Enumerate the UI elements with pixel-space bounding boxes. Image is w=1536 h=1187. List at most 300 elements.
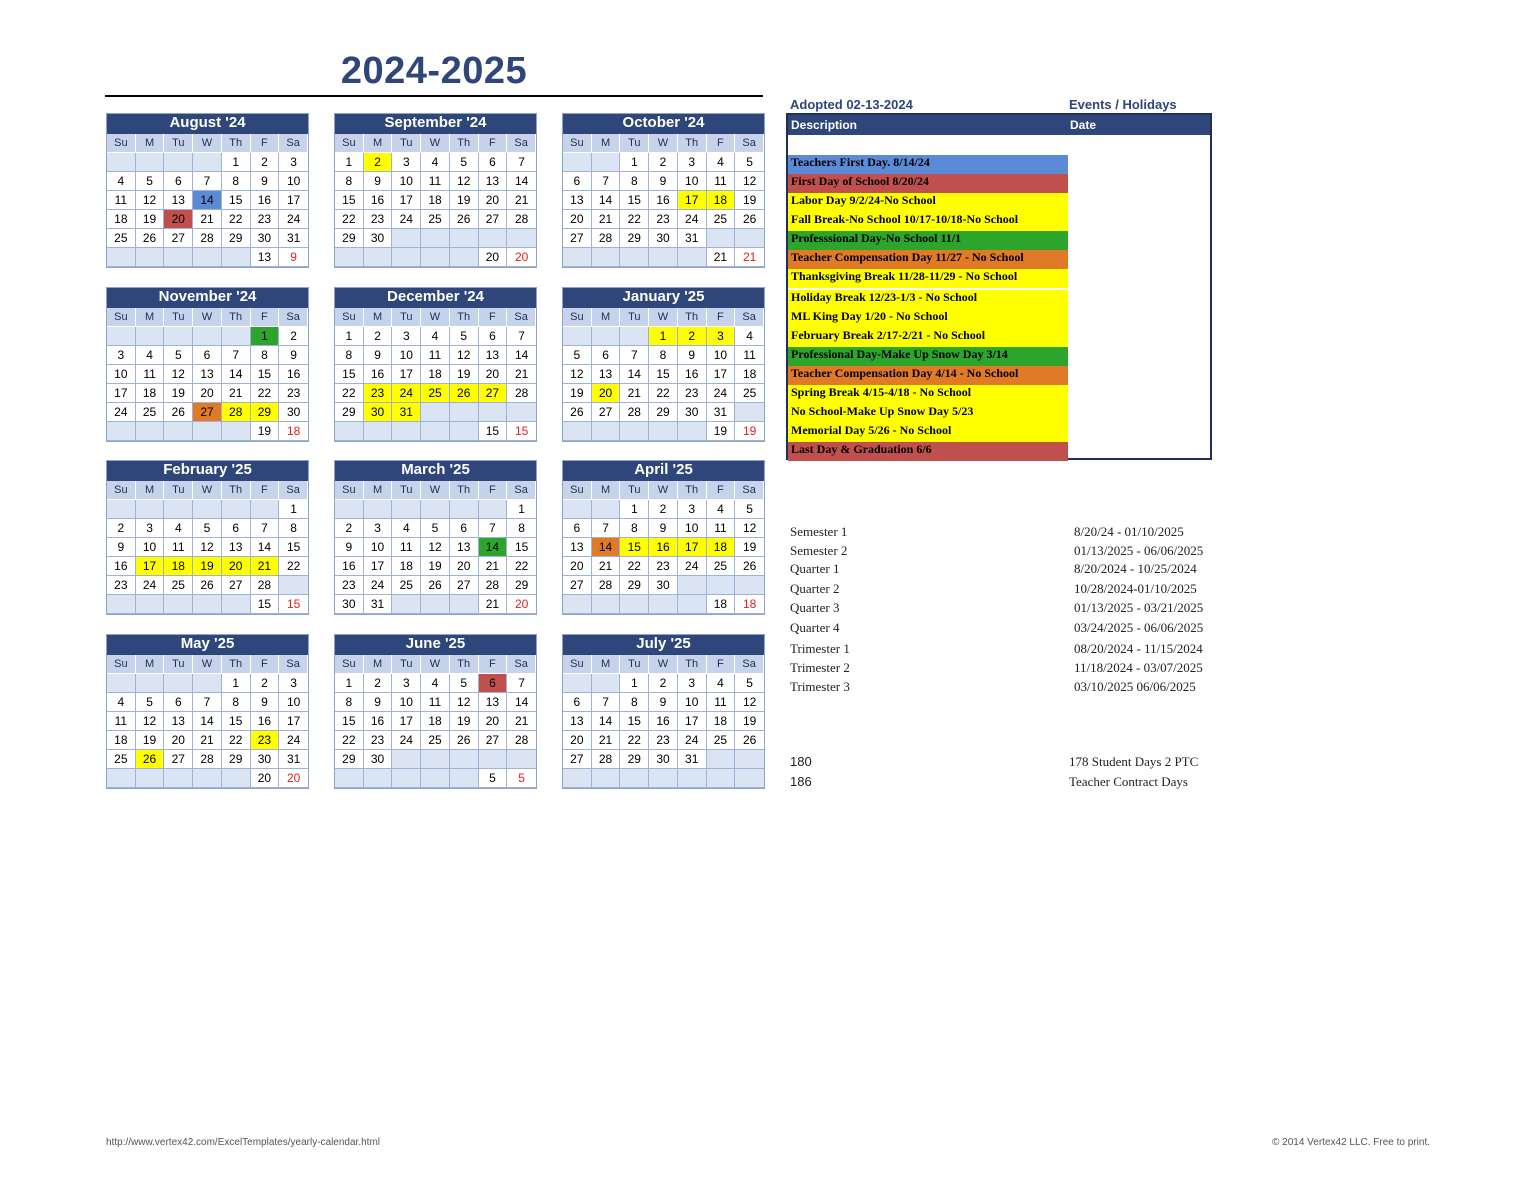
empty-cell <box>222 500 251 519</box>
day-cell: 28 <box>507 731 536 750</box>
day-cell: 22 <box>620 731 649 750</box>
day-cell: 13 <box>193 365 222 384</box>
empty-cell <box>421 422 450 441</box>
day-cell: 27 <box>563 576 592 595</box>
weekday-header: F <box>479 308 508 327</box>
day-cell: 7 <box>222 346 251 365</box>
day-cell: 12 <box>421 538 450 557</box>
day-cell: 9 <box>649 693 678 712</box>
weekday-header: Th <box>222 481 251 500</box>
day-cell: 24 <box>707 384 736 403</box>
day-cell: 29 <box>335 750 364 769</box>
day-cell: 15 <box>335 365 364 384</box>
empty-cell <box>164 248 193 267</box>
empty-cell <box>563 595 592 614</box>
empty-cell <box>335 422 364 441</box>
day-cell: 21 <box>620 384 649 403</box>
day-cell: 16 <box>364 365 393 384</box>
day-cell: 2 <box>251 674 280 693</box>
weekday-header: W <box>421 481 450 500</box>
day-cell: 23 <box>251 210 280 229</box>
day-cell: 4 <box>707 500 736 519</box>
day-cell: 22 <box>279 557 308 576</box>
day-cell: 17 <box>392 365 421 384</box>
empty-cell <box>450 769 479 788</box>
day-cell: 18 <box>107 210 136 229</box>
month-title: March '25 <box>335 461 536 481</box>
day-cell: 2 <box>364 674 393 693</box>
day-cell: 10 <box>678 519 707 538</box>
day-count-cell: 20 <box>279 769 308 788</box>
day-cell: 5 <box>735 153 764 172</box>
day-cell: 9 <box>649 172 678 191</box>
weekday-header: Tu <box>620 655 649 674</box>
day-cell: 3 <box>392 327 421 346</box>
day-cell: 19 <box>735 712 764 731</box>
day-cell: 26 <box>421 576 450 595</box>
day-total: 186 <box>790 774 812 789</box>
day-cell: 25 <box>392 576 421 595</box>
day-cell: 20 <box>563 557 592 576</box>
day-cell: 19 <box>735 191 764 210</box>
day-cell: 4 <box>136 346 165 365</box>
day-cell: 6 <box>222 519 251 538</box>
term-date-range: 03/10/2025 06/06/2025 <box>1074 679 1196 694</box>
day-cell: 10 <box>136 538 165 557</box>
empty-cell <box>164 422 193 441</box>
day-count-cell: 18 <box>707 595 736 614</box>
weekday-header: Su <box>107 481 136 500</box>
day-cell: 7 <box>193 693 222 712</box>
weekday-header: Su <box>563 134 592 153</box>
day-cell: 14 <box>592 191 621 210</box>
day-cell: 24 <box>678 731 707 750</box>
day-cell: 3 <box>136 519 165 538</box>
weekday-header: Sa <box>735 134 764 153</box>
day-cell: 18 <box>421 712 450 731</box>
empty-cell <box>620 327 649 346</box>
day-total-description: Teacher Contract Days <box>1069 774 1188 789</box>
empty-cell <box>507 750 536 769</box>
weekday-header: Sa <box>507 134 536 153</box>
day-cell: 11 <box>392 538 421 557</box>
day-cell: 18 <box>421 365 450 384</box>
day-cell: 20 <box>563 731 592 750</box>
day-cell: 10 <box>392 693 421 712</box>
day-cell: 23 <box>107 576 136 595</box>
day-cell: 19 <box>450 365 479 384</box>
day-cell: 31 <box>678 229 707 248</box>
weekday-header: W <box>421 655 450 674</box>
day-cell: 18 <box>735 365 764 384</box>
event-row: Professional Day-Make Up Snow Day 3/14 <box>788 347 1068 366</box>
day-cell: 28 <box>193 750 222 769</box>
day-cell: 12 <box>193 538 222 557</box>
weekday-header: Tu <box>164 308 193 327</box>
month-calendar <box>334 460 537 615</box>
empty-cell <box>364 422 393 441</box>
day-cell: 18 <box>136 384 165 403</box>
empty-cell <box>136 153 165 172</box>
day-cell: 22 <box>649 384 678 403</box>
day-cell: 17 <box>678 538 707 557</box>
empty-cell <box>507 229 536 248</box>
day-cell: 11 <box>136 365 165 384</box>
day-cell: 12 <box>450 693 479 712</box>
weekday-header: Sa <box>279 134 308 153</box>
day-cell: 29 <box>335 229 364 248</box>
empty-cell <box>392 422 421 441</box>
day-cell: 24 <box>392 210 421 229</box>
weekday-header: F <box>479 134 508 153</box>
day-cell: 27 <box>592 403 621 422</box>
day-cell: 10 <box>678 693 707 712</box>
day-cell: 7 <box>592 693 621 712</box>
day-cell: 3 <box>392 674 421 693</box>
month-calendar <box>562 113 765 268</box>
weekday-header: Tu <box>620 308 649 327</box>
day-cell: 3 <box>678 153 707 172</box>
day-cell: 1 <box>222 153 251 172</box>
empty-cell <box>107 422 136 441</box>
day-cell: 23 <box>335 576 364 595</box>
day-cell: 21 <box>193 731 222 750</box>
day-cell: 7 <box>251 519 280 538</box>
event-row: Holiday Break 12/23-1/3 - No School <box>788 290 1068 309</box>
day-cell: 6 <box>164 172 193 191</box>
day-cell: 26 <box>136 750 165 769</box>
footer-copyright: © 2014 Vertex42 LLC. Free to print. <box>1271 1137 1430 1148</box>
empty-cell <box>707 576 736 595</box>
term-label: Quarter 1 <box>790 561 840 576</box>
empty-cell <box>649 422 678 441</box>
day-count-cell: 13 <box>251 248 280 267</box>
empty-cell <box>392 248 421 267</box>
day-cell: 2 <box>251 153 280 172</box>
weekday-header: W <box>193 308 222 327</box>
day-cell: 23 <box>364 384 393 403</box>
month-title: July '25 <box>563 635 764 655</box>
weekday-header: Th <box>222 134 251 153</box>
weekday-header: Su <box>563 655 592 674</box>
day-cell: 5 <box>735 500 764 519</box>
day-cell: 15 <box>222 712 251 731</box>
day-cell: 13 <box>164 712 193 731</box>
day-cell: 18 <box>164 557 193 576</box>
weekday-header: M <box>592 308 621 327</box>
day-cell: 14 <box>193 191 222 210</box>
empty-cell <box>450 229 479 248</box>
month-calendar <box>106 634 309 789</box>
day-cell: 4 <box>107 172 136 191</box>
day-cell: 13 <box>479 172 508 191</box>
day-cell: 3 <box>107 346 136 365</box>
weekday-header: Tu <box>392 134 421 153</box>
weekday-header: F <box>251 481 280 500</box>
day-cell: 26 <box>193 576 222 595</box>
term-label: Quarter 4 <box>790 620 840 635</box>
day-cell: 24 <box>364 576 393 595</box>
empty-cell <box>450 595 479 614</box>
day-cell: 30 <box>649 229 678 248</box>
day-cell: 6 <box>450 519 479 538</box>
weekday-header: W <box>649 134 678 153</box>
weekday-header: Sa <box>507 655 536 674</box>
empty-cell <box>392 750 421 769</box>
term-date-range: 10/28/2024-01/10/2025 <box>1074 581 1197 596</box>
day-cell: 13 <box>222 538 251 557</box>
empty-cell <box>164 153 193 172</box>
empty-cell <box>107 248 136 267</box>
day-count-cell: 20 <box>479 248 508 267</box>
day-cell: 30 <box>364 229 393 248</box>
empty-cell <box>222 248 251 267</box>
day-cell: 17 <box>678 191 707 210</box>
empty-cell <box>279 576 308 595</box>
weekday-header: Tu <box>392 655 421 674</box>
day-cell: 21 <box>222 384 251 403</box>
day-cell: 16 <box>364 191 393 210</box>
day-cell: 14 <box>507 693 536 712</box>
day-cell: 12 <box>563 365 592 384</box>
weekday-header: Tu <box>392 308 421 327</box>
weekday-header: M <box>136 134 165 153</box>
day-cell: 23 <box>649 557 678 576</box>
weekday-header: M <box>364 308 393 327</box>
empty-cell <box>421 769 450 788</box>
day-cell: 5 <box>164 346 193 365</box>
term-label: Semester 1 <box>790 524 848 539</box>
day-cell: 11 <box>164 538 193 557</box>
day-cell: 25 <box>707 731 736 750</box>
day-cell: 19 <box>136 210 165 229</box>
day-cell: 1 <box>649 327 678 346</box>
weekday-header: M <box>136 481 165 500</box>
day-cell: 4 <box>707 153 736 172</box>
day-cell: 19 <box>450 191 479 210</box>
day-cell: 29 <box>335 403 364 422</box>
empty-cell <box>735 576 764 595</box>
day-count-cell: 15 <box>507 422 536 441</box>
day-cell: 13 <box>479 346 508 365</box>
empty-cell <box>421 403 450 422</box>
day-cell: 26 <box>450 731 479 750</box>
event-row: Teacher Compensation Day 4/14 - No School <box>788 366 1068 385</box>
empty-cell <box>107 500 136 519</box>
empty-cell <box>392 500 421 519</box>
empty-cell <box>107 674 136 693</box>
term-label: Semester 2 <box>790 543 848 558</box>
empty-cell <box>136 769 165 788</box>
weekday-header: Th <box>450 308 479 327</box>
day-cell: 14 <box>620 365 649 384</box>
day-cell: 27 <box>479 210 508 229</box>
day-cell: 12 <box>735 172 764 191</box>
day-cell: 11 <box>107 191 136 210</box>
empty-cell <box>164 500 193 519</box>
empty-cell <box>335 248 364 267</box>
month-calendar <box>106 460 309 615</box>
weekday-header: M <box>592 481 621 500</box>
event-row: Last Day & Graduation 6/6 <box>788 442 1068 461</box>
weekday-header: F <box>707 481 736 500</box>
weekday-header: M <box>136 308 165 327</box>
day-cell: 25 <box>107 750 136 769</box>
day-cell: 21 <box>507 365 536 384</box>
day-count-cell: 19 <box>707 422 736 441</box>
day-cell: 23 <box>678 384 707 403</box>
day-cell: 1 <box>335 674 364 693</box>
day-cell: 15 <box>620 712 649 731</box>
day-cell: 12 <box>164 365 193 384</box>
day-cell: 3 <box>678 500 707 519</box>
weekday-header: Th <box>222 655 251 674</box>
day-count-cell: 20 <box>251 769 280 788</box>
event-row: February Break 2/17-2/21 - No School <box>788 328 1068 347</box>
weekday-header: F <box>251 308 280 327</box>
day-cell: 14 <box>592 538 621 557</box>
day-cell: 26 <box>450 384 479 403</box>
day-cell: 6 <box>479 153 508 172</box>
empty-cell <box>421 248 450 267</box>
day-cell: 31 <box>392 403 421 422</box>
day-cell: 14 <box>507 346 536 365</box>
event-row: Fall Break-No School 10/17-10/18-No School <box>788 212 1068 231</box>
empty-cell <box>479 229 508 248</box>
day-cell: 4 <box>392 519 421 538</box>
month-title: April '25 <box>563 461 764 481</box>
empty-cell <box>136 674 165 693</box>
day-cell: 30 <box>335 595 364 614</box>
month-calendar <box>334 287 537 442</box>
day-cell: 5 <box>735 674 764 693</box>
day-cell: 17 <box>279 191 308 210</box>
day-cell: 8 <box>620 172 649 191</box>
day-cell: 29 <box>620 750 649 769</box>
day-count-cell: 18 <box>279 422 308 441</box>
empty-cell <box>136 500 165 519</box>
day-cell: 15 <box>222 191 251 210</box>
empty-cell <box>193 769 222 788</box>
empty-cell <box>678 248 707 267</box>
day-cell: 9 <box>649 519 678 538</box>
empty-cell <box>421 595 450 614</box>
day-cell: 3 <box>678 674 707 693</box>
day-cell: 20 <box>479 191 508 210</box>
day-cell: 28 <box>251 576 280 595</box>
empty-cell <box>678 422 707 441</box>
day-cell: 8 <box>649 346 678 365</box>
empty-cell <box>136 327 165 346</box>
day-cell: 13 <box>563 538 592 557</box>
empty-cell <box>450 422 479 441</box>
day-cell: 4 <box>421 153 450 172</box>
weekday-header: F <box>479 655 508 674</box>
day-total: 180 <box>790 754 812 769</box>
day-cell: 18 <box>707 191 736 210</box>
day-cell: 22 <box>251 384 280 403</box>
month-title: August '24 <box>107 114 308 134</box>
day-cell: 1 <box>507 500 536 519</box>
day-cell: 9 <box>279 346 308 365</box>
day-cell: 23 <box>279 384 308 403</box>
empty-cell <box>222 327 251 346</box>
day-cell: 18 <box>707 538 736 557</box>
month-calendar <box>106 287 309 442</box>
empty-cell <box>479 403 508 422</box>
day-cell: 14 <box>592 712 621 731</box>
day-cell: 16 <box>678 365 707 384</box>
day-cell: 9 <box>251 693 280 712</box>
day-cell: 9 <box>364 693 393 712</box>
day-cell: 2 <box>279 327 308 346</box>
day-cell: 11 <box>735 346 764 365</box>
description-column-header: Description <box>791 118 858 132</box>
day-cell: 31 <box>707 403 736 422</box>
empty-cell <box>164 595 193 614</box>
day-cell: 9 <box>251 172 280 191</box>
day-cell: 12 <box>136 712 165 731</box>
day-cell: 25 <box>735 384 764 403</box>
day-cell: 22 <box>335 731 364 750</box>
day-cell: 21 <box>507 191 536 210</box>
weekday-header: Sa <box>279 655 308 674</box>
day-cell: 21 <box>592 731 621 750</box>
empty-cell <box>563 674 592 693</box>
empty-cell <box>649 595 678 614</box>
day-cell: 1 <box>251 327 280 346</box>
day-cell: 15 <box>251 365 280 384</box>
day-cell: 18 <box>107 731 136 750</box>
weekday-header: F <box>251 655 280 674</box>
day-cell: 21 <box>251 557 280 576</box>
empty-cell <box>392 229 421 248</box>
day-cell: 25 <box>707 557 736 576</box>
day-cell: 11 <box>421 693 450 712</box>
day-cell: 5 <box>563 346 592 365</box>
day-cell: 5 <box>136 172 165 191</box>
empty-cell <box>335 500 364 519</box>
weekday-header: M <box>136 655 165 674</box>
day-cell: 17 <box>392 712 421 731</box>
weekday-header: Su <box>107 134 136 153</box>
empty-cell <box>421 500 450 519</box>
weekday-header: Th <box>678 655 707 674</box>
weekday-header: M <box>364 481 393 500</box>
day-cell: 14 <box>222 365 251 384</box>
day-cell: 23 <box>364 210 393 229</box>
weekday-header: W <box>649 655 678 674</box>
day-cell: 27 <box>450 576 479 595</box>
day-cell: 20 <box>193 384 222 403</box>
empty-cell <box>707 769 736 788</box>
weekday-header: F <box>707 134 736 153</box>
day-count-cell: 20 <box>507 595 536 614</box>
empty-cell <box>678 769 707 788</box>
day-cell: 23 <box>649 210 678 229</box>
empty-cell <box>392 769 421 788</box>
day-cell: 28 <box>507 210 536 229</box>
day-cell: 27 <box>164 229 193 248</box>
day-count-cell: 5 <box>479 769 508 788</box>
weekday-header: Su <box>563 481 592 500</box>
day-cell: 12 <box>450 172 479 191</box>
day-cell: 25 <box>707 210 736 229</box>
empty-cell <box>735 229 764 248</box>
term-date-range: 11/18/2024 - 03/07/2025 <box>1074 660 1203 675</box>
day-cell: 22 <box>222 210 251 229</box>
day-cell: 8 <box>222 172 251 191</box>
